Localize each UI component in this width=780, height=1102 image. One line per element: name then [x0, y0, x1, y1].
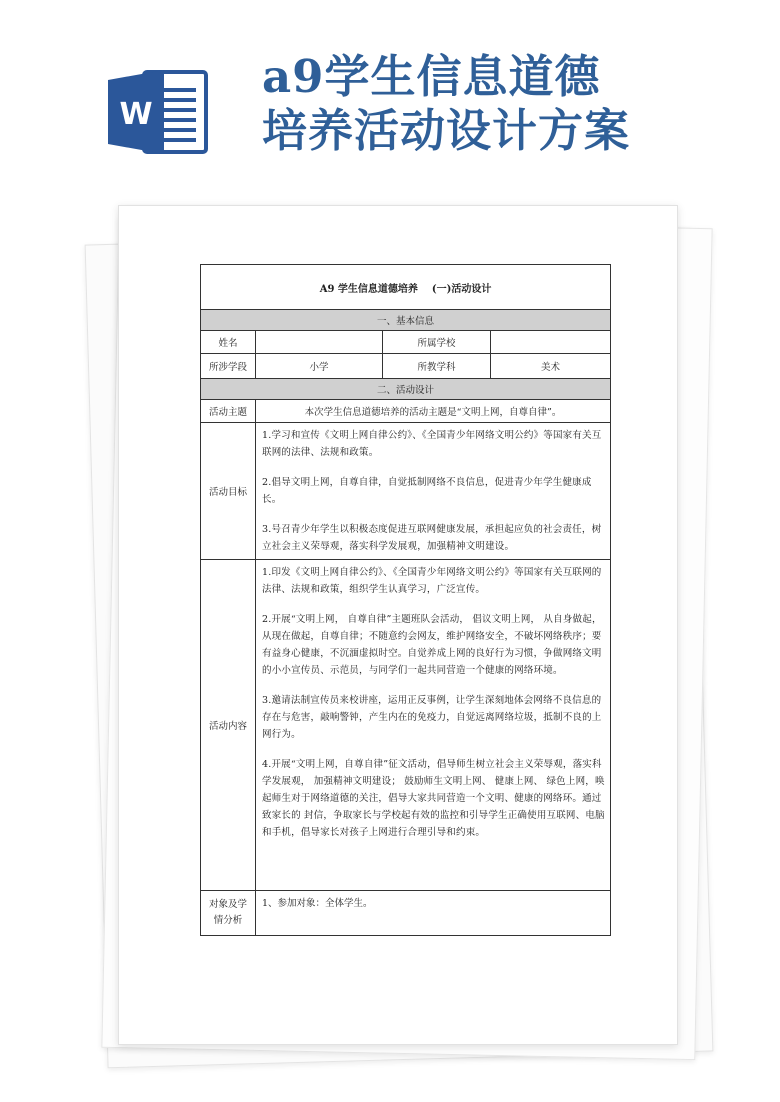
goal-item: 2.倡导文明上网，自尊自律，自觉抵制网络不良信息，促进青少年学生健康成长。	[262, 477, 592, 505]
name-label: 姓名	[201, 331, 256, 354]
subject-label: 所教学科	[383, 354, 491, 379]
content-item: 3.邀请法制宣传员来校讲座，运用正反事例，让学生深刻地体会网络不良信息的存在与危害，敲响警钟，产生内在的免疫力，自觉远离网络垃圾，抵制不良的上网行为。	[262, 695, 602, 740]
design-form-table	[200, 264, 611, 936]
section-basic-info: 一、基本信息	[201, 310, 611, 331]
section-activity-design: 二、活动设计	[201, 379, 611, 400]
activity-content	[256, 560, 611, 891]
form-title	[201, 265, 611, 310]
word-icon	[108, 68, 212, 156]
audience-label	[201, 891, 256, 936]
word-icon-letter: W	[119, 97, 153, 132]
form-title-suffix: (一)活动设计	[431, 283, 492, 295]
school-label: 所属学校	[383, 331, 491, 354]
content-item: 1.印发《文明上网自律公约》、《全国青少年网络文明公约》等国家有关互联网的法律、法规和政策，组织学生认真学习，广泛宣传。	[262, 567, 602, 595]
goal-content	[256, 423, 611, 560]
stage-value: 小学	[256, 354, 383, 379]
audience-label-line1: 对象及学	[208, 899, 247, 910]
goal-item: 3.号召青少年学生以积极态度促进互联网健康发展，承担起应负的社会责任，树立社会主义荣辱观，落实科学发展观，加强精神文明建设。	[262, 524, 602, 552]
page-title	[262, 50, 630, 158]
name-value	[256, 331, 383, 354]
page-title-line2: 培养活动设计方案	[262, 104, 631, 157]
school-value	[491, 331, 611, 354]
theme-text: 本次学生信息道德培养的活动主题是“文明上网，自尊自律”。	[256, 400, 611, 423]
audience-text: 1、参加对象：全体学生。	[256, 891, 611, 936]
content-item: 4.开展“文明上网，自尊自律”征文活动，倡导师生树立社会主义荣辱观，落实科学发展观， 加强精神文明建设； 鼓励师生文明上网、 健康上网、 绿色上网，唤起师生对于网络道德的关注，倡导大家共同营造一个文明、健康的网络环。通过致家长的 封信，争取家长与学校起有效的监控和引导学生正确使用互联网、电脑和手机，倡导家长对孩子上网进行合理引导和约束。	[262, 759, 605, 838]
form-title-prefix: A9 学生信息道德培养	[319, 283, 418, 295]
page-title-line1: a9学生信息道德	[262, 50, 601, 103]
stage-label: 所涉学段	[201, 354, 256, 379]
goal-label: 活动目标	[201, 423, 256, 560]
subject-value: 美术	[491, 354, 611, 379]
goal-item: 1.学习和宣传《文明上网自律公约》、《全国青少年网络文明公约》等国家有关互联网的法律、法规和政策。	[262, 430, 602, 458]
audience-label-line2: 情分析	[213, 915, 243, 926]
content-item: 2.开展“文明上网， 自尊自律”主题班队会活动， 倡议文明上网， 从自身做起，从现在做起，自尊自律；不随意约会网友，维护网络安全，不破坏网络秩序；要有益身心健康，不沉湎虚拟时空。自觉养成上网的良好行为习惯，争做网络文明的小小宣传员、示范员，与同学们一起共同营造一个健康的网络环境。	[262, 614, 602, 676]
content-label: 活动内容	[201, 560, 256, 891]
theme-label: 活动主题	[201, 400, 256, 423]
header-banner	[0, 0, 780, 200]
